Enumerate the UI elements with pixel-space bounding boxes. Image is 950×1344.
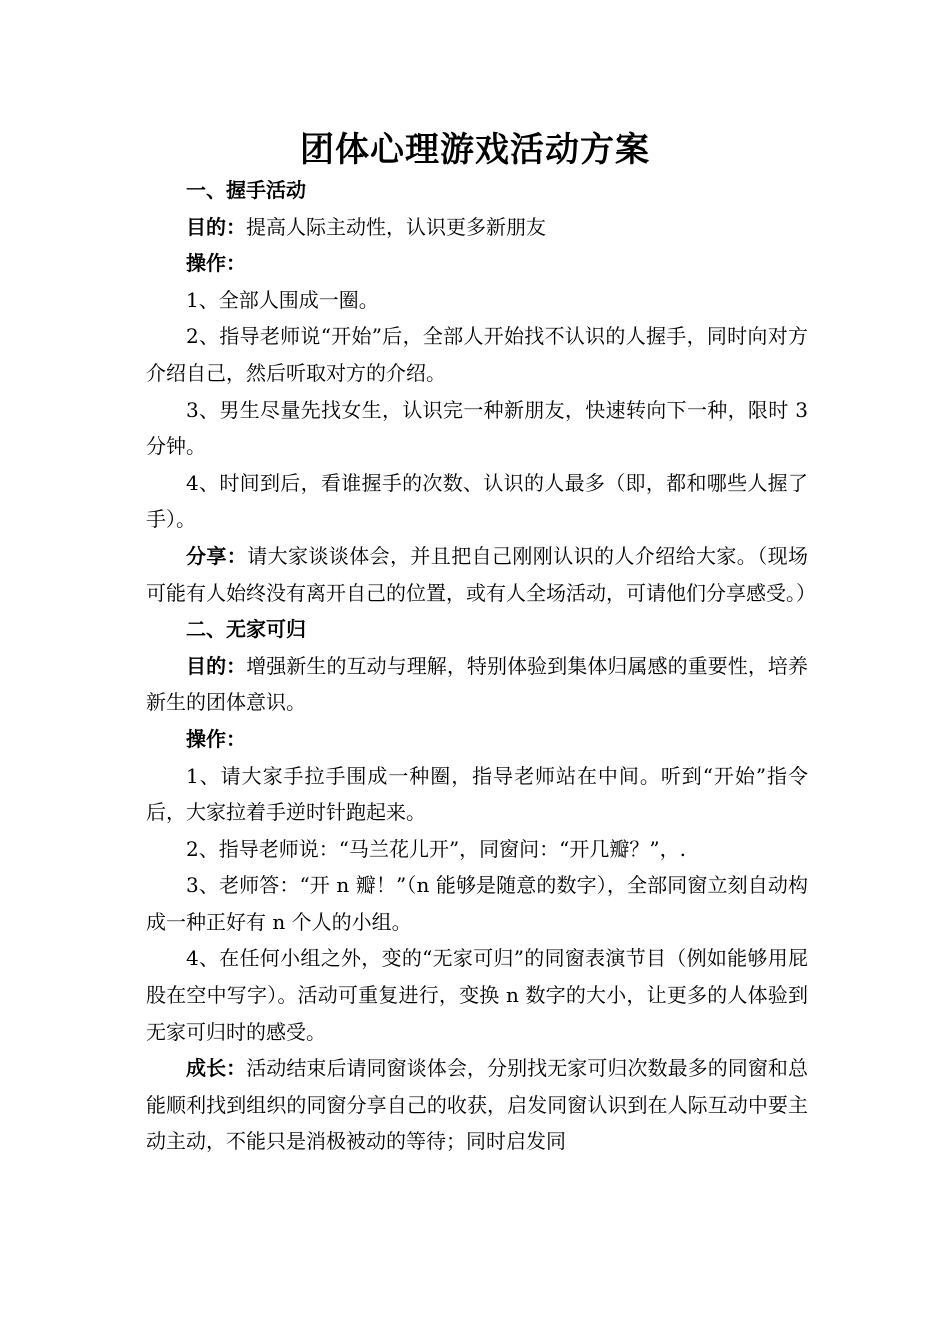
growth-paragraph: [146, 1050, 808, 1160]
section-heading-homeless: 二、无家可归: [186, 617, 306, 642]
step-paragraph: 4、在任何小组之外，变的“无家可归”的同窗表演节目（例如能够用屁股在空中写字）。活动可重复进行，变换 n 数字的大小，让更多的人体验到无家可归时的感受。: [146, 946, 808, 1044]
document-body: [146, 172, 816, 1160]
share-text: 请大家谈谈体会，并且把自己刚刚认识的人介绍给大家。（现场可能有人始终没有离开自己的位置，或有人全场活动，可请他们分享感受。）: [146, 543, 816, 605]
growth-text: 活动结束后请同窗谈体会，分别找无家可归次数最多的同窗和总能顺利找到组织的同窗分享自己的收获，启发同窗认识到在人际互动中要主动主动，不能只是消极被动的等待；同时启发同: [146, 1056, 809, 1154]
step-paragraph: 2、指导老师说：“马兰花儿开”，同窗问：“开几瓣？”，.: [186, 836, 686, 861]
step-paragraph: 2、指导老师说“开始”后，全部人开始找不认识的人握手，同时向对方介绍自己，然后听取对方的介绍。: [146, 324, 808, 385]
step-paragraph: 1、请大家手拉手围成一种圈，指导老师站在中间。听到“开始”指令后，大家拉着手逆时针跑起来。: [146, 763, 808, 825]
purpose-paragraph: [146, 648, 808, 721]
section-heading-handshake: 一、握手活动: [186, 178, 306, 202]
share-label: 分享：: [186, 543, 248, 568]
purpose-text: 增强新生的互动与理解，特别体验到集体归属感的重要性，培养新生的团体意识。: [146, 653, 809, 715]
purpose-label: 目的：: [186, 214, 246, 239]
step-paragraph: 1、全部人围成一圈。: [186, 287, 379, 312]
purpose-paragraph: [146, 209, 808, 246]
share-paragraph: [146, 538, 816, 611]
purpose-text: 提高人际主动性，认识更多新朋友: [246, 214, 546, 239]
document-title: 团体心理游戏活动方案: [300, 130, 650, 170]
step-paragraph: 3、老师答：“开 n 瓣！”（n 能够是随意的数字），全部同窗立刻自动构成一种正好有 n 个人的小组。: [146, 873, 808, 934]
growth-label: 成长：: [186, 1056, 247, 1081]
purpose-label: 目的：: [186, 653, 247, 678]
operation-label: 操作：: [186, 251, 246, 276]
step-paragraph: 3、男生尽量先找女生，认识完一种新朋友，快速转向下一种，限时 3 分钟。: [146, 397, 808, 459]
step-paragraph: 4、时间到后，看谁握手的次数、认识的人最多（即，都和哪些人握了手）。: [146, 470, 808, 532]
operation-label: 操作：: [186, 726, 246, 751]
